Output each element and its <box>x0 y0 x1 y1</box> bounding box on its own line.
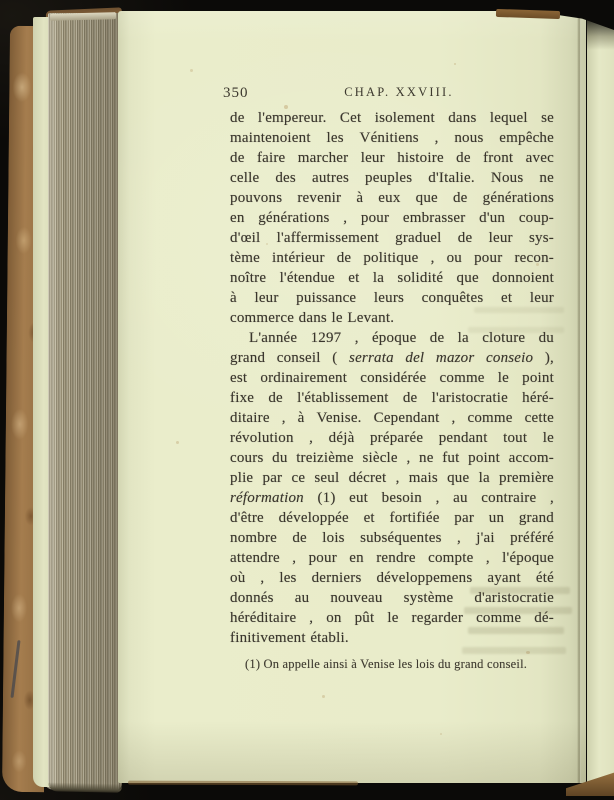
footnote: (1) On appelle ainsi à Venise les lois du grand conseil. <box>245 657 528 671</box>
foxing-spot <box>284 105 288 109</box>
text-line: héréditaire , on pût le regarder comme dé- <box>230 610 554 626</box>
foxing-spot <box>266 243 268 245</box>
foxing-spot <box>500 483 502 485</box>
gutter-fold <box>577 11 581 783</box>
page-stack-fore-edge <box>48 13 122 791</box>
text-line: d'être développée et fortifiée par un grand <box>230 510 554 526</box>
text-line: fixe de l'établissement de l'aristocratie héré- <box>230 390 554 406</box>
text-line: attendre , pour en rendre compte , l'époque <box>230 550 554 566</box>
running-head: CHAP. XXVIII. <box>344 85 454 99</box>
show-through-line <box>468 627 564 634</box>
text-line: à leur puissance leurs conquêtes et leur <box>230 290 554 306</box>
text-line: finitivement établi. <box>230 630 349 646</box>
text-line: plie par ce seul décret , mais que la première <box>230 470 554 486</box>
text-line: nombre de lois subséquentes , j'ai préféré <box>230 530 554 546</box>
show-through-line <box>462 647 566 654</box>
text-line: cours du treizième siècle , ne fut point accom- <box>230 450 554 466</box>
foxing-spot <box>440 733 442 735</box>
text-line: noître l'étendue et la solidité que donnoient <box>230 270 554 286</box>
page-number: 350 <box>223 85 249 101</box>
text-line: réformation (1) eut besoin , au contraire , <box>230 490 554 506</box>
foxing-spot <box>190 69 193 72</box>
text-line: est ordinairement considérée comme le point <box>230 370 554 386</box>
text-line: révolution , déjà préparée pendant tout le <box>230 430 554 446</box>
show-through-line <box>474 307 564 313</box>
foxing-spot <box>322 695 325 698</box>
text-line: de l'empereur. Cet isolement dans lequel se <box>230 110 554 126</box>
text-line: celle des autres peuples d'Italie. Nous ne <box>230 170 554 186</box>
text-line: où , les derniers développemens ayant été <box>230 570 554 586</box>
text-line: L'année 1297 , époque de la cloture du <box>249 330 554 346</box>
show-through-line <box>464 607 572 614</box>
facing-page-edge <box>587 16 614 782</box>
text-line: d'œil l'affermissement graduel de leur sys- <box>230 230 554 246</box>
page-header <box>223 85 554 101</box>
text-line: grand conseil ( serrata del mazor conseio ), <box>230 350 554 366</box>
book-page <box>118 11 586 783</box>
text-line: tème intérieur de politique , ou pour recon- <box>230 250 554 266</box>
text-line: en générations , pour embrasser d'un coup- <box>230 210 554 226</box>
foxing-spot <box>454 63 456 65</box>
cover-bottom-edge <box>128 781 358 786</box>
text-line: de faire marcher leur histoire de front avec <box>230 150 554 166</box>
text-line: donnés au nouveau système d'aristocratie <box>230 590 554 606</box>
foxing-spot <box>536 263 539 266</box>
show-through-line <box>468 327 564 333</box>
text-line: ditaire , à Venise. Cependant , comme cette <box>230 410 554 426</box>
text-line: maintenoient les Vénitiens , nous empêche <box>230 130 554 146</box>
text-line: commerce dans le Levant. <box>230 310 395 326</box>
page-body <box>230 110 554 650</box>
foxing-spot <box>176 441 179 444</box>
text-line: pouvons revenir à eux que de générations <box>230 190 554 206</box>
show-through-line <box>470 587 570 594</box>
